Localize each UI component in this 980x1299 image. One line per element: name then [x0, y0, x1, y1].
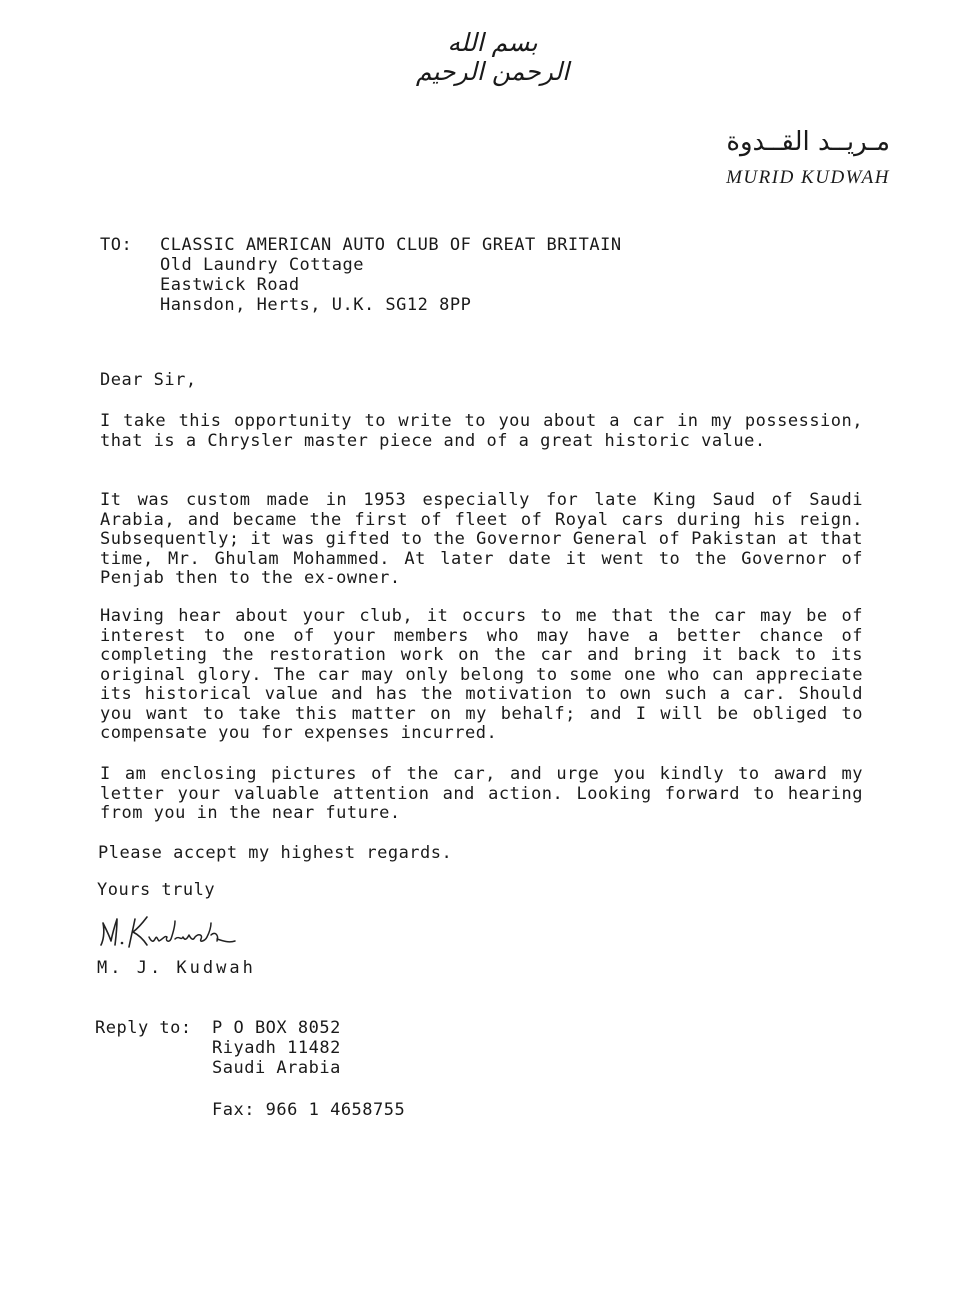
body-paragraph-1: I take this opportunity to write to you about a car in my possession, that is a Chrysler master piece and of a great historic value. — [100, 411, 863, 451]
reply-address-line: P O BOX 8052 — [212, 1018, 341, 1038]
address-line: Hansdon, Herts, U.K. SG12 8PP — [160, 295, 472, 315]
address-line: Old Laundry Cottage — [160, 255, 364, 275]
fax-number: Fax: 966 1 4658755 — [212, 1100, 406, 1120]
closing-line: Please accept my highest regards. — [98, 843, 453, 863]
address-line: CLASSIC AMERICAN AUTO CLUB OF GREAT BRITAIN — [160, 235, 622, 255]
reply-address-line: Riyadh 11482 — [212, 1038, 341, 1058]
reply-label: Reply to: — [95, 1018, 192, 1038]
body-paragraph-3: Having hear about your club, it occurs to me that the car may be of interest to one of your members who may have a better chance of completing the restoration work on the car and bring it back to its original glory. The car may only belong to some one who can appreciate its historical value and has the motivation to own such a car. Should you want to take this matter on my behalf; and I will be obliged to compensate you for expenses incurred. — [100, 606, 863, 743]
reply-address-line: Saudi Arabia — [212, 1058, 341, 1078]
typed-signature-name: M. J. Kudwah — [97, 958, 256, 978]
body-paragraph-2: It was custom made in 1953 especially for late King Saud of Saudi Arabia, and became the first of fleet of Royal cars during his reign. Subsequently; it was gifted to the Governor General of Pakistan at that time, Mr. Ghulam Mohammed. At later date it went to the Governor of Penjab then to the ex-owner. — [100, 490, 863, 588]
recipient-label: TO: — [100, 235, 133, 255]
salutation: Dear Sir, — [100, 370, 197, 390]
recipient-address — [160, 235, 622, 315]
address-line: Eastwick Road — [160, 275, 300, 295]
sign-off: Yours truly — [97, 880, 216, 900]
bismillah-header: بسم الله الرحمن الرحيم — [415, 28, 570, 86]
body-paragraph-4: I am enclosing pictures of the car, and urge you kindly to award my letter your valuable attention and action. Looking forward to hearing from you in the near future. — [100, 764, 863, 823]
letterhead-name-arabic: مـريــد القــدوة — [726, 127, 890, 157]
letterhead-name-latin: MURID KUDWAH — [726, 167, 890, 188]
handwritten-signature — [95, 905, 275, 953]
reply-address — [212, 1018, 341, 1078]
